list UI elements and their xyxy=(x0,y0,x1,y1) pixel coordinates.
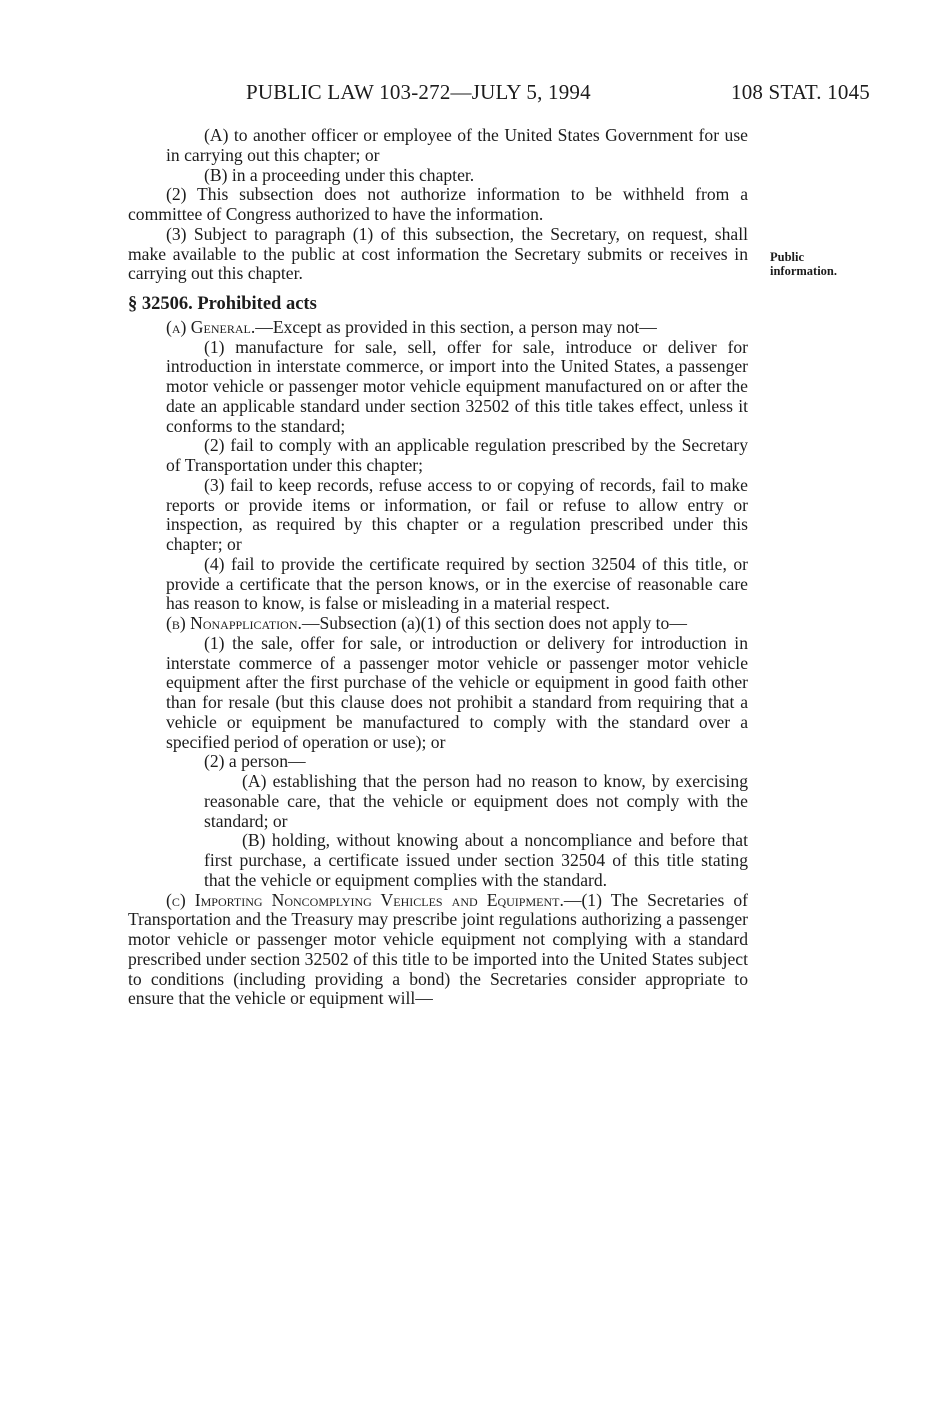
paragraph-a-A: (A) to another officer or employee of the United States Government for use in carrying out this chapter; or xyxy=(166,125,748,165)
subsection-b-label: (b) Nonapplication. xyxy=(166,613,302,633)
subsection-a-label: (a) General. xyxy=(166,316,256,337)
paragraph-a1: (1) manufacture for sale, sell, offer for sale, introduce or deliver for introduction in interstate commerce, or import into the United States, a passenger motor vehicle or passenger motor vehicle equipment manufactured on or after the date an applicable standard under section 32502 of this title takes effect, unless it conforms to the standard; xyxy=(166,336,748,436)
paragraph-a3: (3) fail to keep records, refuse access to or copying of records, fail to make reports or provide items or information, or fail or refuse to allow entry or inspection, as required by this chapter or a regulation prescribed under this chapter; or xyxy=(166,474,748,554)
paragraph-a-B: (B) in a proceeding under this chapter. xyxy=(204,164,475,185)
paragraph-b1: (1) the sale, offer for sale, or introduction or delivery for introduction in interstate commerce of a passenger motor vehicle or passenger motor vehicle equipment after the first purchase of the vehicle or equipment in good faith other than for resale (but this clause does not prohibit a standard from requiring that a vehicle or equipment be manufactured to comply with the standard over a specified period of operation or use); or xyxy=(166,632,748,752)
main-text-column xyxy=(128,126,748,1009)
subsection-c: (c) Importing Noncomplying Vehicles and Equipment.—(1) The Secretaries of Transportation and the Treasury may prescribe joint regulations authorizing a passenger motor vehicle or passenger motor vehicle equipment not complying with a standard prescribed under section 32502 of this title to be imported into the United States subject to conditions (including providing a bond) the Secretaries consider appropriate to ensure that the vehicle or equipment will— xyxy=(128,889,748,1009)
paragraph-3: (3) Subject to paragraph (1) of this subsection, the Secretary, on request, shall make available to the public at cost information the Secretary submits or receives in carrying out this chapter. xyxy=(128,223,748,284)
statute-page-number: 108 STAT. 1045 xyxy=(731,80,870,104)
margin-note-line2: information. xyxy=(770,264,838,278)
subsection-a: (a) General.—Except as provided in this section, a person may not— xyxy=(166,316,657,337)
margin-note xyxy=(770,250,837,278)
subsection-c-label: (c) Importing Noncomplying Vehicles and Equipment. xyxy=(166,889,564,910)
paragraph-b2: (2) a person— xyxy=(204,751,306,772)
subsection-b: (b) Nonapplication.—Subsection (a)(1) of this section does not apply to— xyxy=(166,613,687,633)
paragraph-b2-A: (A) establishing that the person had no reason to know, by exercising reasonable care, that the vehicle or equipment does not comply with the standard; or xyxy=(204,771,748,831)
paragraph-a4: (4) fail to provide the certificate required by section 32504 of this title, or provide a certificate that the person knows, or in the exercise of reasonable care has reason to know, is false or misleading in a material respect. xyxy=(166,553,748,614)
running-head-title: PUBLIC LAW 103-272—JULY 5, 1994 xyxy=(246,80,591,104)
paragraph-2: (2) This subsection does not authorize information to be withheld from a committee of Congress authorized to have the information. xyxy=(128,184,748,224)
section-heading: § 32506. Prohibited acts xyxy=(128,294,317,314)
paragraph-b2-B: (B) holding, without knowing about a noncompliance and before that first purchase, a certificate issued under section 32504 of this title stating that the vehicle or equipment complies with the standard. xyxy=(204,830,748,890)
margin-note-line1: Public xyxy=(770,250,805,264)
paragraph-a2: (2) fail to comply with an applicable regulation prescribed by the Secretary of Transportation under this chapter; xyxy=(166,435,748,475)
